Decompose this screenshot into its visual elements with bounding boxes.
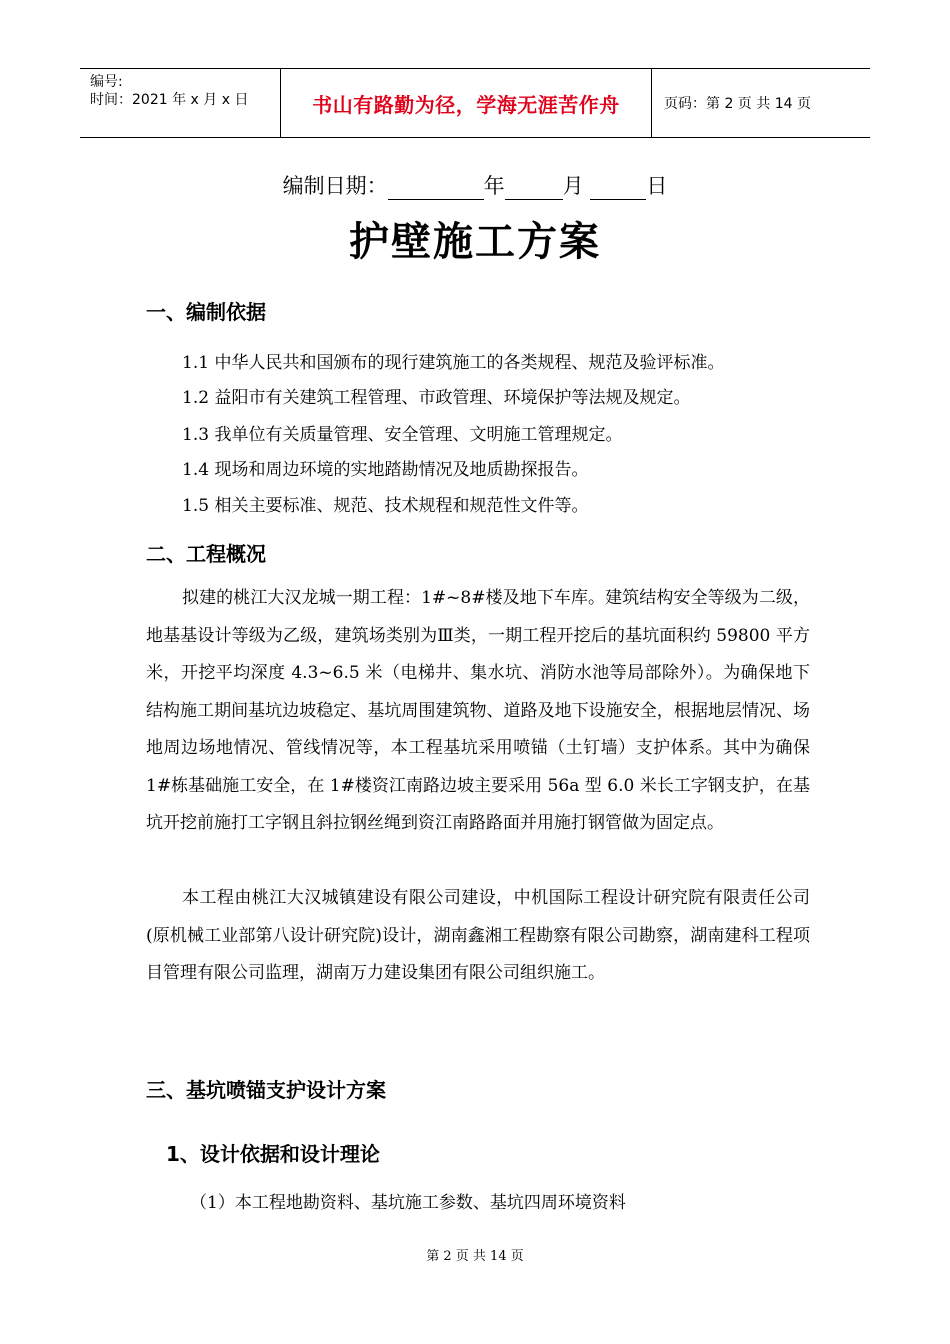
section3-item: （1）本工程地勘资料、基坑施工参数、基坑四周环境资料 (190, 1193, 626, 1213)
number-label: 编号: (90, 74, 123, 90)
time-label: 时间：2021 年 x 月 x 日 (90, 92, 249, 108)
compile-date-label: 编制日期： (282, 174, 388, 198)
section1-item: 1.5 相关主要标准、规范、技术规程和规范性文件等。 (182, 496, 589, 516)
header-motto-cell (280, 69, 652, 137)
section2-paragraph-2: 本工程由桃江大汉城镇建设有限公司建设，中机国际工程设计研究院有限责任公司(原机械工业部第八设计研究院)设计，湖南鑫湘工程勘察有限公司勘察，湖南建科工程项目管理有限公司监理，湖南万力建设集团有限公司组织施工。 (146, 888, 810, 983)
section1-item: 1.4 现场和周边环境的实地踏勘情况及地质勘探报告。 (182, 460, 589, 480)
section1-item: 1.2 益阳市有关建筑工程管理、市政管理、环境保护等法规及规定。 (182, 388, 691, 408)
section2-heading: 二、工程概况 (146, 542, 266, 566)
section1-item: 1.1 中华人民共和国颁布的现行建筑施工的各类规程、规范及验评标准。 (182, 353, 725, 373)
year-label: 年 (483, 174, 505, 198)
header-motto: 书山有路勤为径，学海无涯苦作舟 (312, 92, 620, 117)
header-page-info: 页码：第 2 页 共 14 页 (664, 96, 811, 112)
day-label: 日 (646, 174, 668, 198)
page-footer: 第 2 页 共 14 页 (426, 1249, 524, 1264)
month-label: 月 (562, 174, 584, 198)
month-blank (505, 177, 563, 200)
page-header (80, 68, 870, 138)
section1-item: 1.3 我单位有关质量管理、安全管理、文明施工管理规定。 (182, 425, 623, 445)
document-title: 护壁施工方案 (349, 218, 601, 265)
section3-heading: 三、基坑喷锚支护设计方案 (146, 1078, 386, 1102)
section2-paragraph-1: 拟建的桃江大汉龙城一期工程：1#~8#楼及地下车库。建筑结构安全等级为二级，地基基设计等级为乙级，建筑场类别为Ⅲ类，一期工程开挖后的基坑面积约 59800 平方米，开挖平均深度 4.3~6.5 米（电梯井、集水坑、消防水池等局部除外）。为确保地下结构施工期间基坑边坡稳定、基坑周围建筑物、道路及地下设施安全，根据地层情况、场地周边场地情况、管线情况等，本工程基坑采用喷锚（土钉墙）支护体系。其中为确保 1#栋基础施工安全，在 1#楼资江南路边坡主要采用 56a 型 6.0 米长工字钢支护，在基坑开挖前施打工字钢且斜拉钢丝绳到资江南路路面并用施打钢管做为固定点。 (146, 588, 810, 833)
year-blank (388, 177, 484, 200)
section3-subheading: 1、设计依据和设计理论 (166, 1142, 380, 1166)
section1-heading: 一、编制依据 (146, 300, 266, 324)
header-meta (80, 69, 280, 137)
day-blank (590, 177, 646, 200)
compile-date-line (0, 170, 950, 200)
